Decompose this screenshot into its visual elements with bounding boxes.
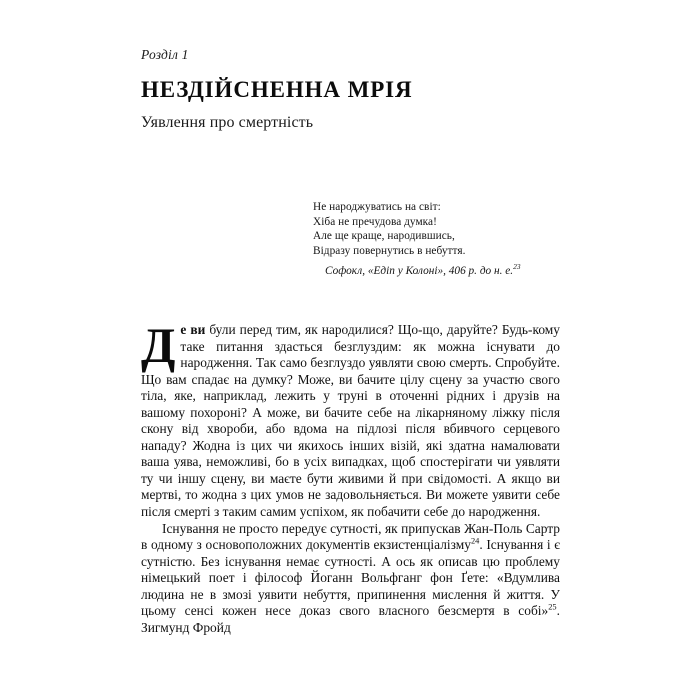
drop-cap: Д	[141, 317, 176, 373]
footnote-marker-24: 24	[470, 536, 480, 546]
body-text-column	[141, 317, 560, 636]
chapter-title: НЕЗДІЙСНЕННА МРІЯ	[141, 76, 413, 102]
paragraph-lead-in: е ви	[180, 322, 206, 337]
epigraph-line: Відразу повернутись в небуття.	[313, 244, 466, 257]
epigraph-line: Але ще краще, народившись,	[313, 230, 455, 243]
epigraph-line: Хіба не пречудова думка!	[313, 215, 437, 228]
epigraph-attribution-text: Софокл, «Едіп у Колоні», 406 р. до н. е.	[325, 265, 514, 278]
paragraph-first	[141, 317, 560, 521]
paragraph-second	[141, 521, 560, 637]
epigraph-line: Не народжуватись на світ:	[313, 201, 441, 213]
page-bottom-edge	[0, 692, 700, 700]
epigraph-footnote-marker: 23	[513, 262, 521, 272]
chapter-heading-block	[141, 48, 561, 132]
epigraph-attribution	[313, 264, 578, 279]
paragraph-first-body: були перед тим, як народилися? Що-що, даруйте? Будь-кому таке питання здасться безглуздим: як можна існувати до народження. Так само безглуздо уявляти свою смерть. Спробуйте. Що вам спадає на думку? Може, ви бачите цілу сцену за участю свого тіла, яке, наприклад, лежить у труні в оточенні рідних і друзів на вашому похороні? А може, ви бачите себе на лікарняному ліжку після скону від хвороби, або вдома на підлозі після вбивчого серцевого нападу? Жодна із цих чи якихось інших візій, які здатна намалювати ваша уява, неможливі, бо в усіх випадках, щоб спостерігати чи уявляти ту чи іншу сцену, ви маєте бути живими й при свідомості. А якщо ви мертві, то жодна з цих умов не задовольняється. Ви можете уявити себе після смерті з таким самим успіхом, як побачити себе до народження.	[141, 322, 560, 520]
paragraph-second-segment-1: Існування не просто передує сутності, як припускав Жан-Поль Сартр в одному з основоположних документів екзистенціалізму	[141, 520, 560, 553]
epigraph-block	[313, 200, 578, 279]
footnote-marker-25: 25	[548, 602, 557, 612]
paragraph-second-segment-2: . Існування і є сутністю. Без існування немає сутності. А ось як описав цю проблему німецький поет і філософ Йоганн Вольфганг фон Ґете: «Вдумлива людина не в змозі уявити небуття, припинення мислення й життя. У цьому сенсі кожен несе доказ свого власного безсмертя в собі»	[141, 537, 560, 619]
paragraph-second-segment-3: . Зигмунд Фройд	[141, 603, 560, 635]
chapter-label: Розділ 1	[141, 47, 189, 62]
chapter-subtitle: Уявлення про смертність	[141, 114, 314, 132]
